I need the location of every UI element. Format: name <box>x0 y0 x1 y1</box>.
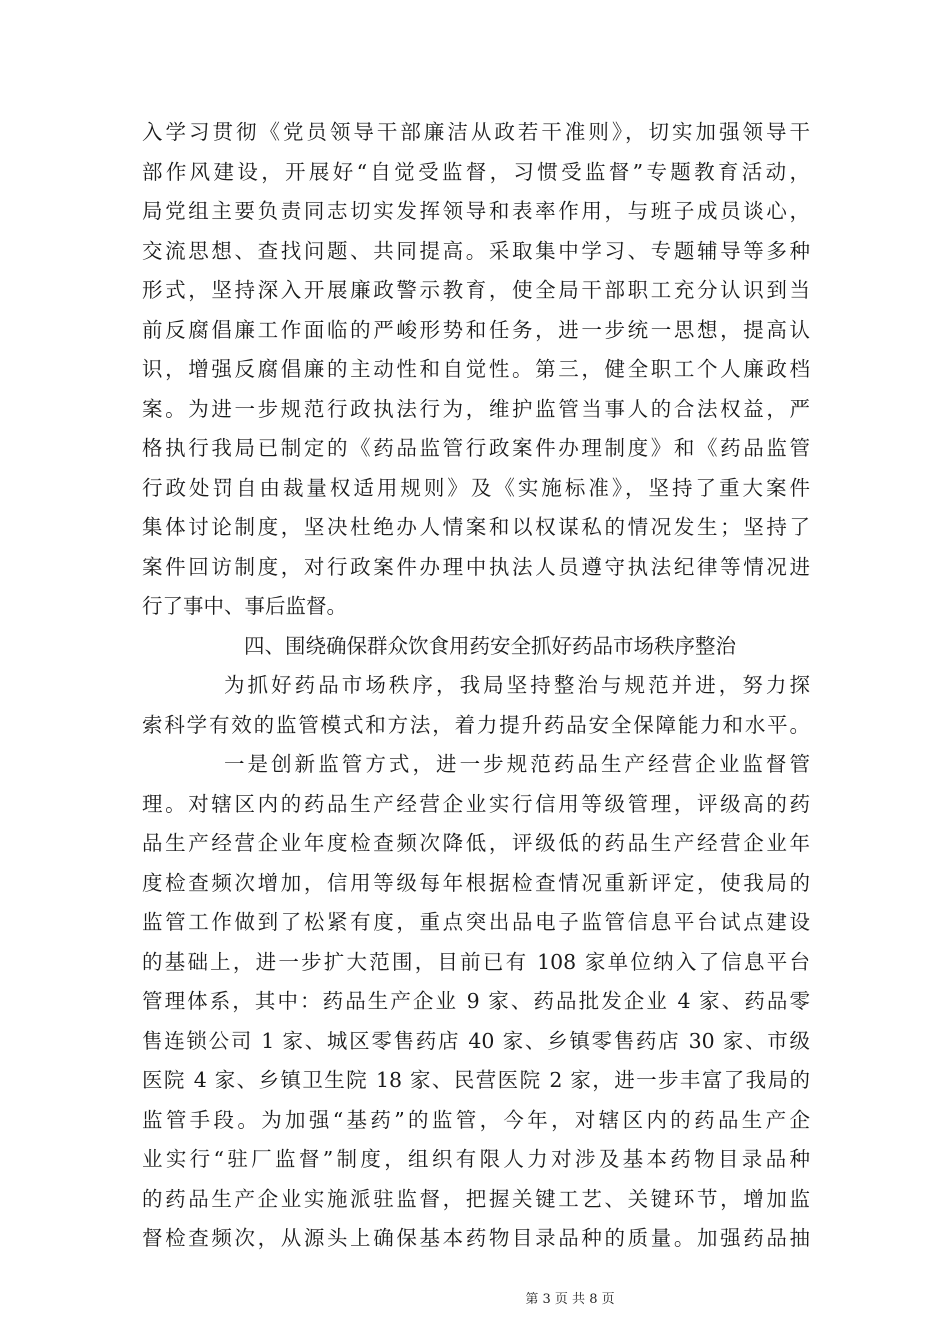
document-body <box>142 113 810 1259</box>
body-line: 识，增强反腐倡廉的主动性和自觉性。第三，健全职工个人廉政档 <box>142 357 810 381</box>
body-line: 案。为进一步规范行政执法行为，维护监管当事人的合法权益，严 <box>142 396 810 421</box>
body-line: 理。对辖区内的药品生产经营企业实行信用等级管理，评级高的药 <box>142 791 810 816</box>
body-line: 集体讨论制度，坚决杜绝办人情案和以权谋私的情况发生；坚持了 <box>142 515 810 539</box>
section-heading: 四、围绕确保群众饮食用药安全抓好药品市场秩序整治 <box>244 633 736 658</box>
body-line: 度检查频次增加，信用等级每年根据检查情况重新评定，使我局的 <box>142 870 810 895</box>
body-line: 监管手段。为加强“基药”的监管，今年，对辖区内的药品生产企 <box>142 1107 810 1132</box>
body-line: 的药品生产企业实施派驻监督，把握关键工艺、关键环节，增加监 <box>142 1186 810 1211</box>
page-number: 第 3 页 共 8 页 <box>525 1292 615 1307</box>
body-line: 业实行“驻厂监督”制度，组织有限人力对涉及基本药物目录品种 <box>142 1147 810 1171</box>
body-line: 形式，坚持深入开展廉政警示教育，使全局干部职工充分认识到当 <box>142 278 810 302</box>
body-line: 的基础上，进一步扩大范围，目前已有 108 家单位纳入了信息平台 <box>142 949 810 974</box>
body-line: 督检查频次，从源头上确保基本药物目录品种的质量。加强药品抽 <box>142 1226 810 1250</box>
body-line: 前反腐倡廉工作面临的严峻形势和任务，进一步统一思想，提高认 <box>142 317 810 342</box>
body-line: 部作风建设，开展好“自觉受监督，习惯受监督”专题教育活动， <box>142 159 810 184</box>
body-line: 售连锁公司 1 家、城区零售药店 40 家、乡镇零售药店 30 家、市级 <box>142 1028 810 1053</box>
paragraph-first-line: 一是创新监管方式，进一步规范药品生产经营企业监督管 <box>224 752 810 776</box>
body-line: 局党组主要负责同志切实发挥领导和表率作用，与班子成员谈心， <box>142 199 810 223</box>
body-line: 入学习贯彻《党员领导干部廉洁从政若干准则》，切实加强领导干 <box>142 120 810 144</box>
body-line: 医院 4 家、乡镇卫生院 18 家、民营医院 2 家，进一步丰富了我局的 <box>142 1068 810 1092</box>
body-line: 行政处罚自由裁量权适用规则》及《实施标准》，坚持了重大案件 <box>142 475 810 500</box>
paragraph-first-line: 为抓好药品市场秩序，我局坚持整治与规范并进，努力探 <box>224 673 810 697</box>
body-line: 行了事中、事后监督。 <box>142 594 347 618</box>
body-line: 索科学有效的监管模式和方法，着力提升药品安全保障能力和水平。 <box>142 712 810 737</box>
body-line: 品生产经营企业年度检查频次降低，评级低的药品生产经营企业年 <box>142 831 810 855</box>
body-line: 交流思想、查找问题、共同提高。采取集中学习、专题辅导等多种 <box>142 238 810 263</box>
body-line: 格执行我局已制定的《药品监管行政案件办理制度》和《药品监管 <box>142 436 810 460</box>
body-line: 案件回访制度，对行政案件办理中执法人员遵守执法纪律等情况进 <box>142 554 810 579</box>
body-line: 监管工作做到了松紧有度，重点突出品电子监管信息平台试点建设 <box>142 910 810 934</box>
body-line: 管理体系，其中：药品生产企业 9 家、药品批发企业 4 家、药品零 <box>142 989 810 1013</box>
